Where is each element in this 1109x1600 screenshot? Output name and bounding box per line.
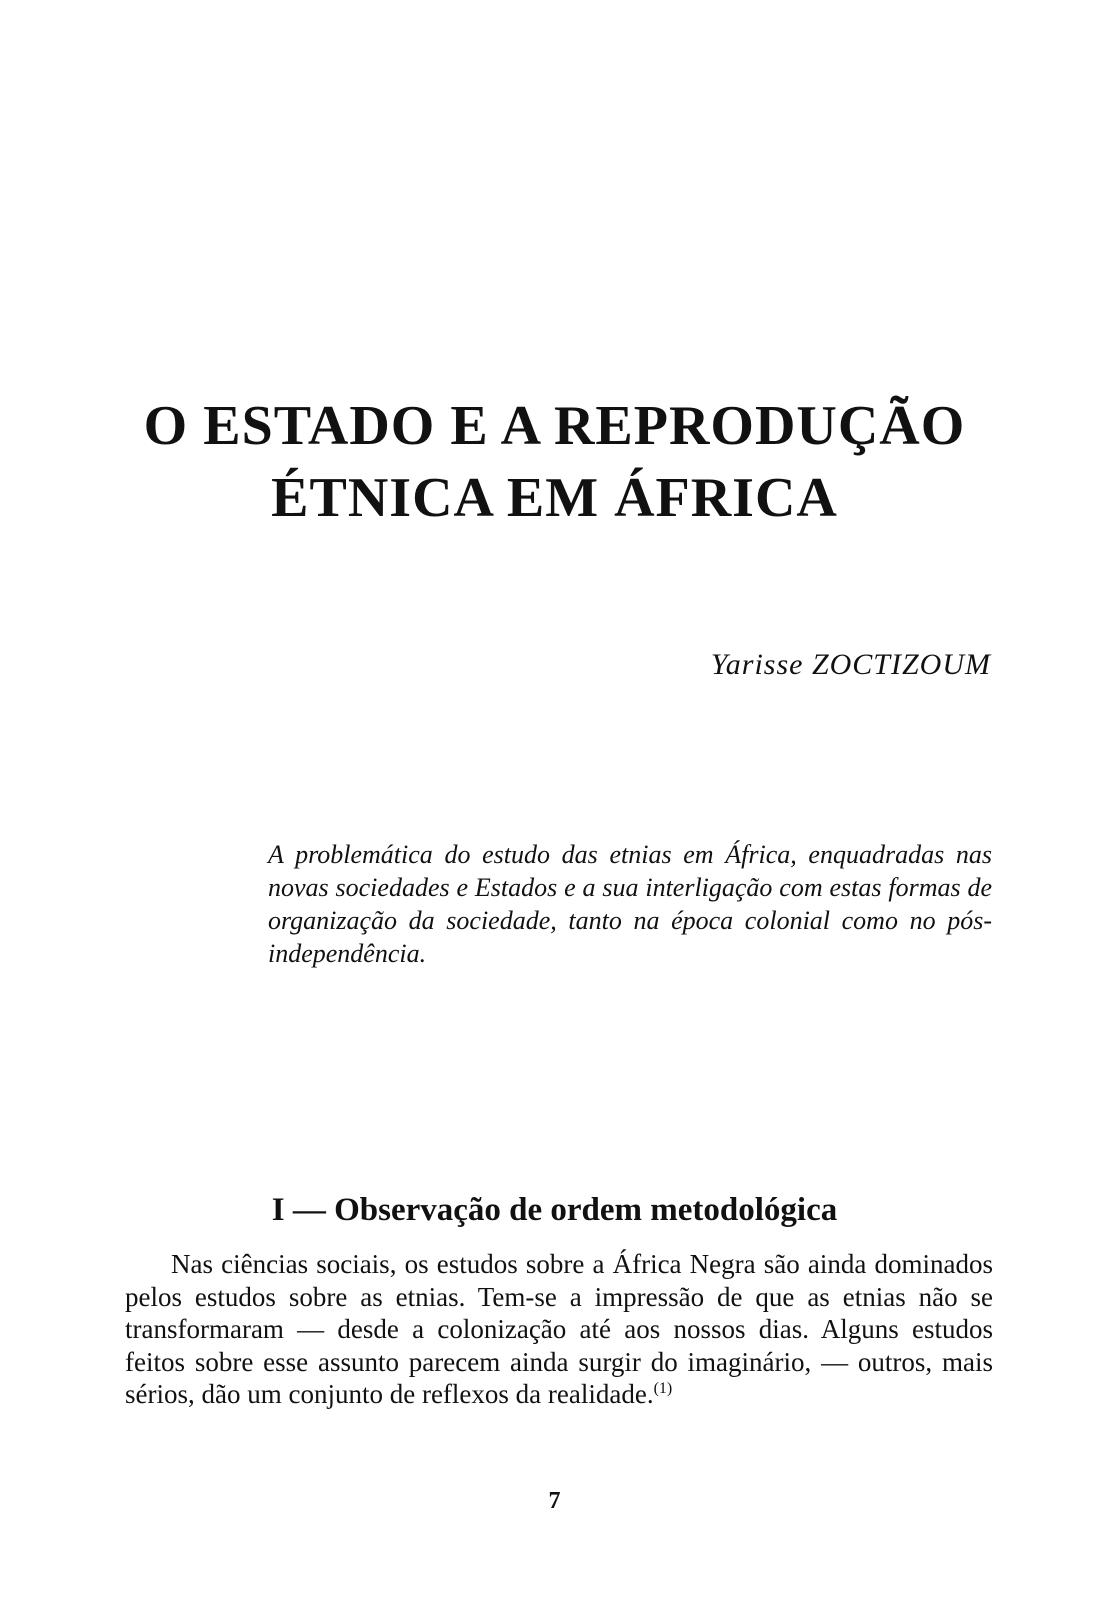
body-paragraph-text: Nas ciências sociais, os estudos sobre a África Negra são ainda dominados pelos estudos sobre as etnias. Tem-se a impressão de que as etnias não se transformaram — desde a colonização até aos nossos dias. Alguns estudos feitos sobre esse assunto parecem ainda surgir do imaginário, — outros, mais sérios, dão um conjunto de reflexos da realidade.: [125, 1249, 993, 1409]
abstract: A problemática do estudo das etnias em África, enquadradas nas novas sociedades e Estados e a sua interligação com estas formas de organização da sociedade, tanto na época colonial como no pós-independência.: [268, 840, 992, 968]
title-line-2: ÉTNICA EM ÁFRICA: [271, 467, 838, 529]
author-name: Yarisse ZOCTIZOUM: [710, 648, 991, 681]
title-line-1: O ESTADO E A REPRODUÇÃO: [143, 395, 966, 457]
document-title: [0, 390, 1109, 534]
section-heading: I — Observação de ordem metodológica: [271, 1192, 838, 1228]
body-paragraph: [125, 1248, 993, 1411]
footnote-reference: (1): [653, 1380, 673, 1397]
page-number: 7: [548, 1488, 561, 1514]
